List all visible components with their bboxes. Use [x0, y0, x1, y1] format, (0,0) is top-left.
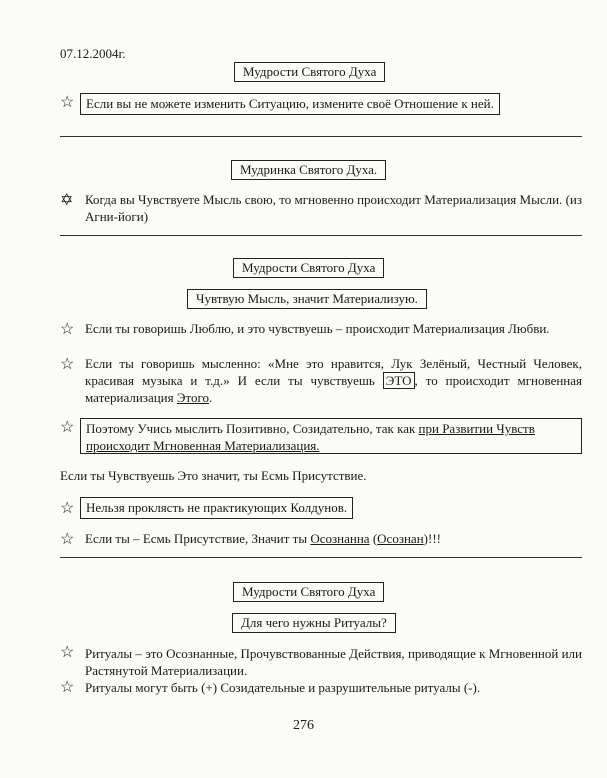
section3-item2: Если ты говоришь мысленно: «Мне это нравится, Лук Зелёный, Честный Человек, красивая музыка и т.д.» И если ты чувствуешь ЭТО , то происходит мгновенная материализация Этого. [85, 356, 583, 405]
star-outline-icon: ☆ [60, 531, 75, 548]
star-outline-icon: ☆ [60, 356, 75, 373]
section1-title: Мудрости Святого Духа [234, 62, 385, 82]
section3-plain-text: Если ты Чувствуешь Это значит, ты Есмь Присутствие. [60, 468, 367, 483]
section3-title: Мудрости Святого Духа [233, 258, 384, 278]
section2-title: Мудринка Святого Духа. [231, 160, 386, 180]
star-of-david-icon: ✡ [60, 192, 74, 209]
section4-item1: Ритуалы – это Осознанные, Прочувствованные Действия, приводящие к Мгновенной или Растянутой Материализации. [85, 646, 582, 678]
section3-item3: Поэтому Учись мыслить Позитивно, Созидательно, так как при Развитии Чувств происходит Мгновенная Материализация. [86, 421, 535, 453]
section1-item1: Если вы не можете изменить Ситуацию, измените своё Отношение к ней. [80, 93, 500, 115]
star-outline-icon: ☆ [60, 321, 75, 338]
star-outline-icon: ☆ [60, 679, 75, 696]
section4-subtitle: Для чего нужны Ритуалы? [232, 613, 396, 633]
divider [60, 557, 582, 558]
section4-title: Мудрости Святого Духа [233, 582, 384, 602]
date: 07.12.2004г. [60, 46, 126, 61]
section3-item4: Нельзя проклясть не практикующих Колдунов. [80, 497, 353, 519]
star-outline-icon: ☆ [60, 500, 75, 517]
divider [60, 136, 582, 137]
page-number: 276 [293, 718, 314, 733]
section3-item3-box [80, 418, 582, 454]
divider [60, 235, 582, 236]
section3-item1: Если ты говоришь Люблю, и это чувствуешь – происходит Материализация Любви. [85, 321, 550, 336]
section2-item1: Когда вы Чувствуете Мысль свою, то мгновенно происходит Материализация Мысли. (из Агни-йоги) [85, 192, 582, 224]
boxed-word: ЭТО [383, 372, 415, 389]
section3-item5: Если ты – Есмь Присутствие, Значит ты Осознанна (Осознан)!!! [85, 531, 441, 546]
section3-subtitle: Чувтвую Мысль, значит Материализую. [187, 289, 427, 309]
star-outline-icon: ☆ [60, 419, 75, 436]
star-outline-icon: ☆ [60, 94, 75, 111]
section4-item2: Ритуалы могут быть (+) Созидательные и разрушительные ритуалы (-). [85, 680, 481, 695]
star-outline-icon: ☆ [60, 644, 75, 661]
